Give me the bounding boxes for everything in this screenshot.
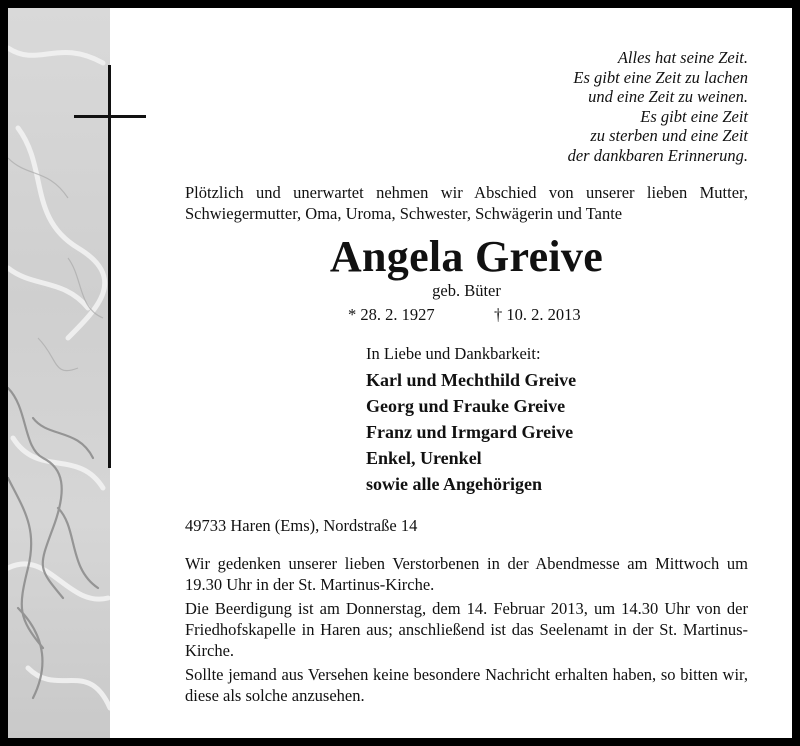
- service-notes: [185, 553, 748, 709]
- poem-line: Alles hat seine Zeit.: [617, 48, 748, 67]
- death-date: † 10. 2. 2013: [494, 305, 581, 324]
- mourner-name: Georg und Frauke Greive: [366, 396, 566, 416]
- mourner-name: Karl und Mechthild Greive: [366, 370, 577, 390]
- note-paragraph: Wir gedenken unserer lieben Verstorbenen in der Abendmesse am Mittwoch um 19.30 Uhr in der St. Martinus-Kirche.: [185, 554, 748, 594]
- birth-date: * 28. 2. 1927: [348, 305, 435, 324]
- poem-line: Es gibt eine Zeit zu lachen: [573, 67, 748, 87]
- poem-line: Es gibt eine Zeit: [640, 106, 748, 126]
- deceased-name: Angela Greive: [329, 232, 604, 281]
- cross-horizontal-bar: [74, 115, 146, 118]
- mourner-name: sowie alle Angehörigen: [366, 474, 542, 494]
- poem: [568, 48, 748, 165]
- poem-line: und eine Zeit zu weinen.: [588, 87, 748, 106]
- poem-line: der dankbaren Erinnerung.: [567, 145, 748, 165]
- mourners-list: [366, 367, 576, 497]
- intro-text: Plötzlich und unerwartet nehmen wir Abschied von unserer lieben Mutter, Schwiegermutter, Oma, Uroma, Schwester, Schwägerin und Tante: [185, 183, 748, 223]
- cross-vertical-bar: [108, 65, 111, 468]
- mourner-name: Enkel, Urenkel: [366, 448, 482, 468]
- obituary-card: [8, 8, 792, 738]
- poem-line: zu sterben und eine Zeit: [590, 126, 748, 145]
- mourner-name: Franz und Irmgard Greive: [366, 422, 574, 442]
- mourners-heading: In Liebe und Dankbarkeit:: [366, 344, 541, 363]
- maiden-name: geb. Büter: [432, 281, 501, 300]
- note-paragraph: Sollte jemand aus Versehen keine besondere Nachricht erhalten haben, so bitten wir, diese als solche anzusehen.: [185, 665, 748, 705]
- address: 49733 Haren (Ems), Nordstraße 14: [185, 516, 418, 535]
- note-paragraph: Die Beerdigung ist am Donnerstag, dem 14. Februar 2013, um 14.30 Uhr von der Friedhofskapelle in Haren aus; anschließend ist das Seelenamt in der St. Martinus-Kirche.: [185, 599, 748, 660]
